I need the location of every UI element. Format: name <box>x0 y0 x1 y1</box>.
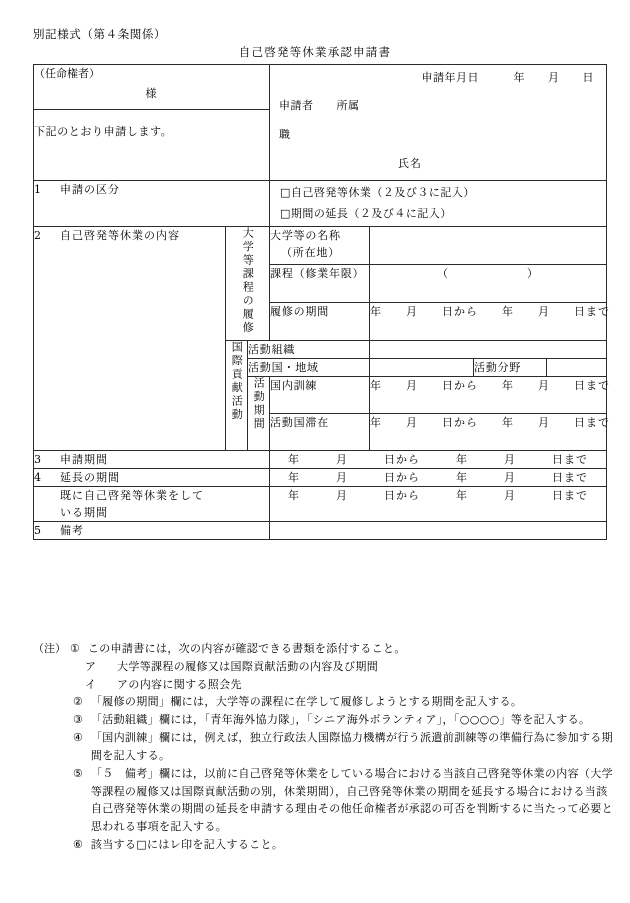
activity-field-label-cell <box>474 359 547 377</box>
application-form-table <box>33 64 611 540</box>
note-marker-1: ① <box>70 642 80 655</box>
note-item-3 <box>33 711 618 729</box>
row4-input[interactable]: 年 月 日から 年 月 日まで <box>270 469 607 487</box>
note-marker-3: ③ <box>73 713 83 727</box>
row4b-input[interactable]: 年 月 日から 年 月 日まで <box>270 487 607 522</box>
header-row-top <box>34 65 607 110</box>
row3-label: 申請期間 <box>60 453 108 467</box>
note-text-1: この申請書には，次の内容が確認できる書類を添付すること。 <box>87 642 406 655</box>
activity-organization-label-cell <box>248 341 370 359</box>
row4-label-cell <box>34 469 270 487</box>
international-vertical-label-cell <box>226 341 248 451</box>
university-course-label-cell <box>270 265 370 303</box>
note-subitem-1b <box>33 676 618 694</box>
row5-label: 備考 <box>60 524 84 538</box>
activity-field-input[interactable] <box>547 359 607 377</box>
university-vertical-label: 大学等課程の履修 <box>241 227 255 336</box>
note-text-4: 「国内訓練」欄には，例えば，独立行政法人国際協力機構が行う派遣前訓練等の準備行為に参加する期間を記入する。 <box>90 731 613 762</box>
application-date-label: 申請年月日 年 月 日 <box>421 71 595 84</box>
row3-number: 3 <box>34 453 42 467</box>
note-marker-5: ⑤ <box>73 766 83 780</box>
domestic-training-label: 国内訓練 <box>270 379 318 393</box>
checkbox-option-self-development[interactable]: □自己啓発等休業（２及び３に記入） <box>280 186 475 199</box>
row4-number: 4 <box>34 471 42 485</box>
note-item-5 <box>33 765 618 836</box>
row4b-label-line2: いる期間 <box>60 506 108 520</box>
applicant-affiliation-label: 申請者 所属 <box>279 99 360 113</box>
row-remarks <box>34 522 607 540</box>
domestic-training-label-cell <box>270 377 370 414</box>
row-university-name <box>34 227 607 265</box>
activity-stay-label-cell <box>270 414 370 451</box>
applicant-position-label: 職 <box>279 128 291 142</box>
row3-label-cell <box>34 451 270 469</box>
notes-section <box>33 640 618 854</box>
university-name-label-cell <box>270 227 370 265</box>
row2-number: 2 <box>34 229 42 243</box>
row1-options-cell <box>270 181 607 227</box>
university-period-label: 履修の期間 <box>270 305 330 319</box>
activity-organization-label: 活動組織 <box>248 343 296 357</box>
applicant-cell <box>270 65 607 181</box>
activity-stay-label: 活動国滞在 <box>270 416 330 430</box>
note-marker-4: ④ <box>73 731 83 745</box>
note-sub-marker-1b: イ <box>85 677 97 691</box>
honorific-label: 様 <box>145 87 158 101</box>
university-vertical-label-cell <box>226 227 270 341</box>
activity-country-label-cell <box>248 359 370 377</box>
checkbox-option-extension[interactable]: □期間の延長（２及び４に記入） <box>280 207 452 221</box>
note-text-3: 「活動組織」欄には，「青年海外協力隊」，「シニア海外ボランティア」，「○○○○」等を記入する。 <box>90 713 591 727</box>
note-item-2 <box>33 693 618 711</box>
activity-period-vertical-label-cell <box>248 377 270 451</box>
note-item-1 <box>33 640 618 658</box>
university-name-label: 大学等の名称 <box>270 229 341 243</box>
university-course-label: 課程（修業年限） <box>270 267 365 281</box>
form-number: 別記様式（第４条関係） <box>33 27 167 41</box>
note-text-2: 「履修の期間」欄には，大学等の課程に在学して履修しようとする期間を記入する。 <box>90 695 523 709</box>
note-item-6 <box>33 836 618 854</box>
activity-country-label: 活動国・地域 <box>248 361 319 375</box>
international-vertical-label: 国際貢献活動 <box>230 341 244 423</box>
note-subitem-1a <box>33 658 618 676</box>
note-sub-marker-1a: ア <box>85 659 97 673</box>
activity-country-input[interactable] <box>370 359 474 377</box>
row5-label-cell <box>34 522 270 540</box>
activity-field-label: 活動分野 <box>474 361 522 375</box>
note-text-5: 「５ 備考」欄には，以前に自己啓発等休業をしている場合における当該自己啓発等休業の内容（大学等課程の履修又は国際貢献活動の別，休業期間），自己啓発等休業の期間を延長する場合における当該自己啓発等休業の期間の延長を申請する理由その他任命権者が承認の可否を判断するに当たって必要と思われる事項を記入する。 <box>90 766 613 834</box>
row-application-period <box>34 451 607 469</box>
note-item-4 <box>33 729 618 765</box>
note-text-6: 該当する□にはレ印を記入すること。 <box>90 837 284 851</box>
university-course-input[interactable] <box>370 265 607 303</box>
domestic-training-input[interactable]: 年 月 日から 年 月 日まで <box>370 377 607 414</box>
row5-number: 5 <box>34 524 42 538</box>
applicant-name-label: 氏名 <box>398 157 423 171</box>
note-sub-text-1b: アの内容に関する照会先 <box>117 677 242 691</box>
university-location-label: （所在地） <box>281 246 341 260</box>
activity-stay-input[interactable]: 年 月 日から 年 月 日まで <box>370 414 607 451</box>
note-marker-2: ② <box>73 695 83 709</box>
course-paren-close: ） <box>527 267 540 281</box>
university-period-input[interactable]: 年 月 日から 年 月 日まで <box>370 303 607 341</box>
row4b-label-line1: 既に自己啓発等休業をして <box>60 489 204 503</box>
row4-label: 延長の期間 <box>60 471 120 485</box>
appointer-cell <box>34 65 270 110</box>
row-existing-leave-period <box>34 487 607 522</box>
note-marker-6: ⑥ <box>73 837 83 851</box>
course-paren-open: （ <box>437 267 450 281</box>
document-title: 自己啓発等休業承認申請書 <box>238 45 392 59</box>
row3-input[interactable]: 年 月 日から 年 月 日まで <box>270 451 607 469</box>
activity-organization-input[interactable] <box>370 341 607 359</box>
appointer-label: （任命権者） <box>34 67 100 80</box>
row1-number: 1 <box>34 183 42 196</box>
university-name-input[interactable] <box>370 227 607 265</box>
row-application-category <box>34 181 607 227</box>
application-sentence: 下記のとおり申請します。 <box>34 125 173 138</box>
application-sentence-cell <box>34 110 270 181</box>
university-period-label-cell <box>270 303 370 341</box>
row5-input[interactable] <box>270 522 607 540</box>
row-extension-period <box>34 469 607 487</box>
row1-label: 申請の区分 <box>60 183 120 196</box>
notes-prefix: （注） <box>33 642 66 655</box>
note-sub-text-1a: 大学等課程の履修又は国際貢献活動の内容及び期間 <box>117 659 379 673</box>
row4b-label-cell <box>34 487 270 522</box>
activity-period-vertical-label: 活動期間 <box>252 377 266 432</box>
row1-label-cell <box>34 181 270 227</box>
row2-label-cell <box>34 227 226 451</box>
row2-label: 自己啓発等休業の内容 <box>60 229 180 243</box>
